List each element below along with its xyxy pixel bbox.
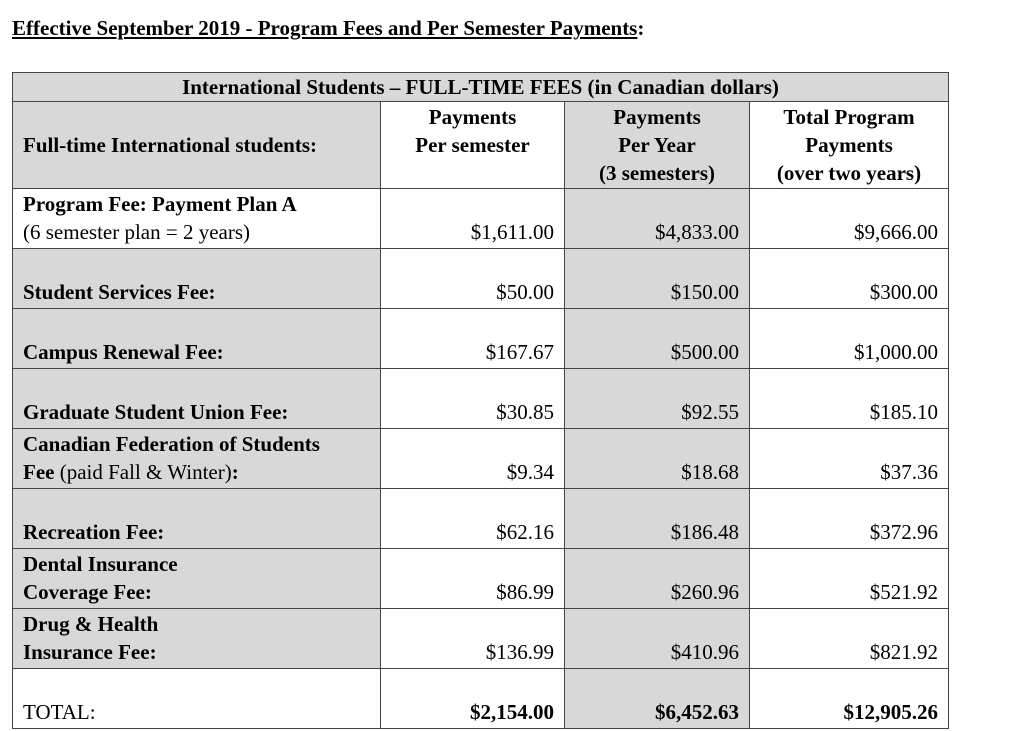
- row-label-bold-2: Insurance Fee:: [23, 640, 157, 664]
- row-label-note: (paid Fall & Winter): [59, 460, 232, 484]
- row-label-note: (6 semester plan = 2 years): [23, 220, 251, 244]
- cell-per-semester: $9.34: [381, 429, 565, 489]
- header-total-program: [750, 102, 949, 189]
- cell-per-year: $410.96: [565, 609, 750, 669]
- total-row: [13, 669, 949, 729]
- cell-per-year: $92.55: [565, 369, 750, 429]
- row-label: [13, 489, 381, 549]
- row-label-bold: Student Services Fee:: [23, 280, 216, 304]
- table-row: [13, 249, 949, 309]
- row-label-bold-2: Coverage Fee:: [23, 580, 152, 604]
- header-per-semester-line2: Per semester: [415, 133, 530, 157]
- fees-table: [12, 72, 949, 729]
- cell-total: $521.92: [750, 549, 949, 609]
- total-program: $12,905.26: [750, 669, 949, 729]
- header-total-program-line3: (over two years): [776, 161, 922, 185]
- cell-total: $9,666.00: [750, 189, 949, 249]
- row-label-bold: Graduate Student Union Fee:: [23, 400, 289, 424]
- cell-per-semester: $167.67: [381, 309, 565, 369]
- row-label-bold: Drug & Health: [23, 612, 159, 636]
- total-per-year: $6,452.63: [565, 669, 750, 729]
- cell-total: $37.36: [750, 429, 949, 489]
- total-per-semester: $2,154.00: [381, 669, 565, 729]
- row-label-bold: Recreation Fee:: [23, 520, 165, 544]
- table-caption-main: International Students – FULL-TIME FEES: [182, 75, 583, 99]
- table-row: [13, 189, 949, 249]
- cell-per-year: $500.00: [565, 309, 750, 369]
- cell-per-semester: $1,611.00: [381, 189, 565, 249]
- header-per-semester: [381, 102, 565, 189]
- table-row: [13, 609, 949, 669]
- table-row: [13, 309, 949, 369]
- cell-per-semester: $136.99: [381, 609, 565, 669]
- total-label: TOTAL:: [13, 669, 381, 729]
- cell-per-year: $4,833.00: [565, 189, 750, 249]
- table-row: [13, 549, 949, 609]
- row-label-bold-2: Fee: [23, 460, 55, 484]
- cell-total: $300.00: [750, 249, 949, 309]
- header-per-semester-line1: Payments: [428, 105, 517, 129]
- cell-per-semester: $50.00: [381, 249, 565, 309]
- row-label-bold: Program Fee: Payment Plan A: [23, 192, 297, 216]
- header-per-year: [565, 102, 750, 189]
- cell-per-year: $186.48: [565, 489, 750, 549]
- row-label: [13, 309, 381, 369]
- row-label-tail: :: [231, 460, 239, 484]
- cell-per-year: $150.00: [565, 249, 750, 309]
- header-per-year-line2: Per Year: [618, 133, 696, 157]
- header-total-program-line1: Total Program: [783, 105, 915, 129]
- document-title-text: Effective September 2019 - Program Fees and Per Semester Payments: [12, 16, 638, 40]
- cell-per-year: $260.96: [565, 549, 750, 609]
- table-caption: [13, 73, 949, 102]
- row-label: [13, 549, 381, 609]
- cell-per-semester: $62.16: [381, 489, 565, 549]
- cell-total: $1,000.00: [750, 309, 949, 369]
- cell-total: $821.92: [750, 609, 949, 669]
- row-label: [13, 609, 381, 669]
- table-row: [13, 369, 949, 429]
- cell-per-semester: $30.85: [381, 369, 565, 429]
- header-total-program-line2: Payments: [805, 133, 893, 157]
- cell-per-year: $18.68: [565, 429, 750, 489]
- document-title: [12, 16, 644, 41]
- cell-per-semester: $86.99: [381, 549, 565, 609]
- row-label-bold: Campus Renewal Fee:: [23, 340, 224, 364]
- row-label: [13, 369, 381, 429]
- row-label: [13, 189, 381, 249]
- table-caption-currency: (in Canadian dollars): [587, 75, 779, 99]
- row-label-bold: Dental Insurance: [23, 552, 178, 576]
- table-row: [13, 489, 949, 549]
- header-per-year-line1: Payments: [613, 105, 701, 129]
- header-label: Full-time International students:: [13, 102, 381, 189]
- document-title-colon: :: [637, 16, 645, 40]
- row-label: [13, 429, 381, 489]
- cell-total: $372.96: [750, 489, 949, 549]
- row-label: [13, 249, 381, 309]
- row-label-bold: Canadian Federation of Students: [23, 432, 320, 456]
- table-row: [13, 429, 949, 489]
- header-per-year-line3: (3 semesters): [598, 161, 716, 185]
- header-row: [13, 102, 949, 189]
- cell-total: $185.10: [750, 369, 949, 429]
